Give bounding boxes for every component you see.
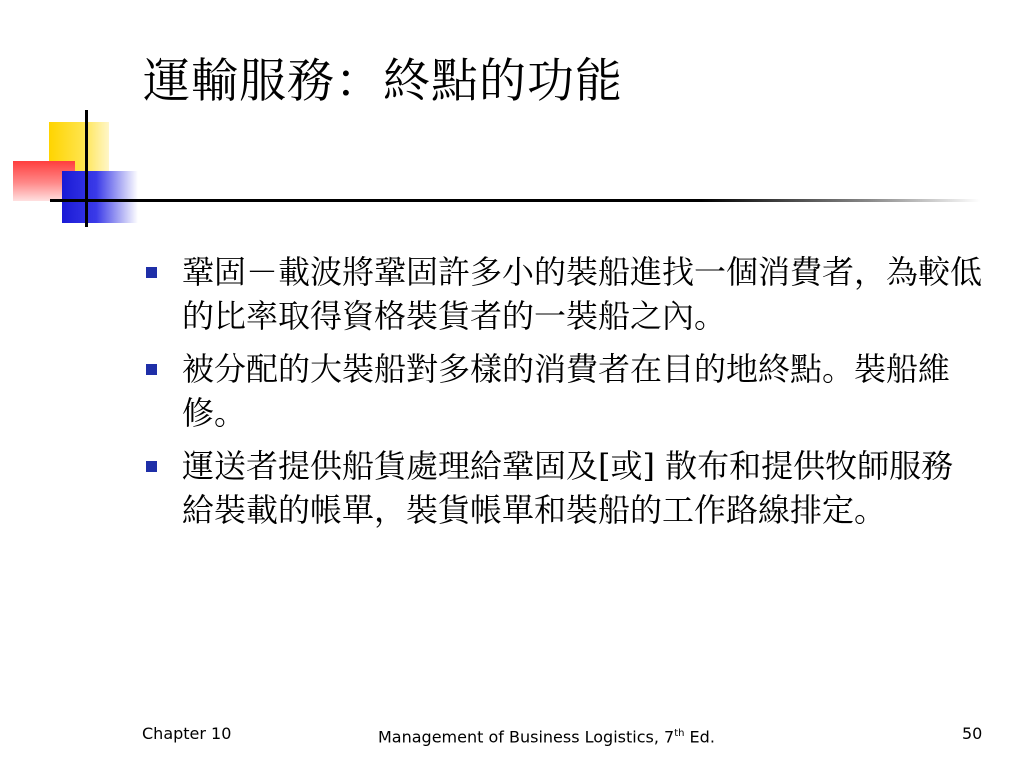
bullet-text: 運送者提供船貨處理給鞏固及[或] 散布和提供牧師服務給裝載的帳單，裝貨帳單和裝船的工作路線排定。 [182, 447, 954, 529]
square-bullet-icon [146, 364, 157, 375]
slide-title: 運輸服務：終點的功能 [143, 54, 623, 109]
footer-edition-sup: th [674, 728, 685, 739]
footer-book-title-main: Management of Business Logistics, 7 [378, 727, 675, 747]
footer-book-title [378, 723, 715, 748]
bullet-list [142, 250, 1002, 541]
title-underline [50, 199, 980, 202]
bullet-text: 被分配的大裝船對多樣的消費者在目的地終點。裝船維修。 [182, 350, 951, 432]
square-bullet-icon [146, 267, 157, 278]
footer-book-title-end: Ed. [684, 727, 715, 747]
footer-chapter: Chapter 10 [142, 724, 232, 743]
bullet-text: 鞏固－載波將鞏固許多小的裝船進找一個消費者，為較低的比率取得資格裝貨者的一裝船之內。 [182, 253, 983, 335]
bullet-item [142, 444, 1002, 532]
square-bullet-icon [146, 461, 157, 472]
vertical-rule [85, 110, 88, 227]
bullet-item [142, 250, 1002, 338]
blue-square-decoration [62, 171, 138, 223]
footer-page-number: 50 [962, 724, 983, 743]
bullet-item [142, 347, 1002, 435]
